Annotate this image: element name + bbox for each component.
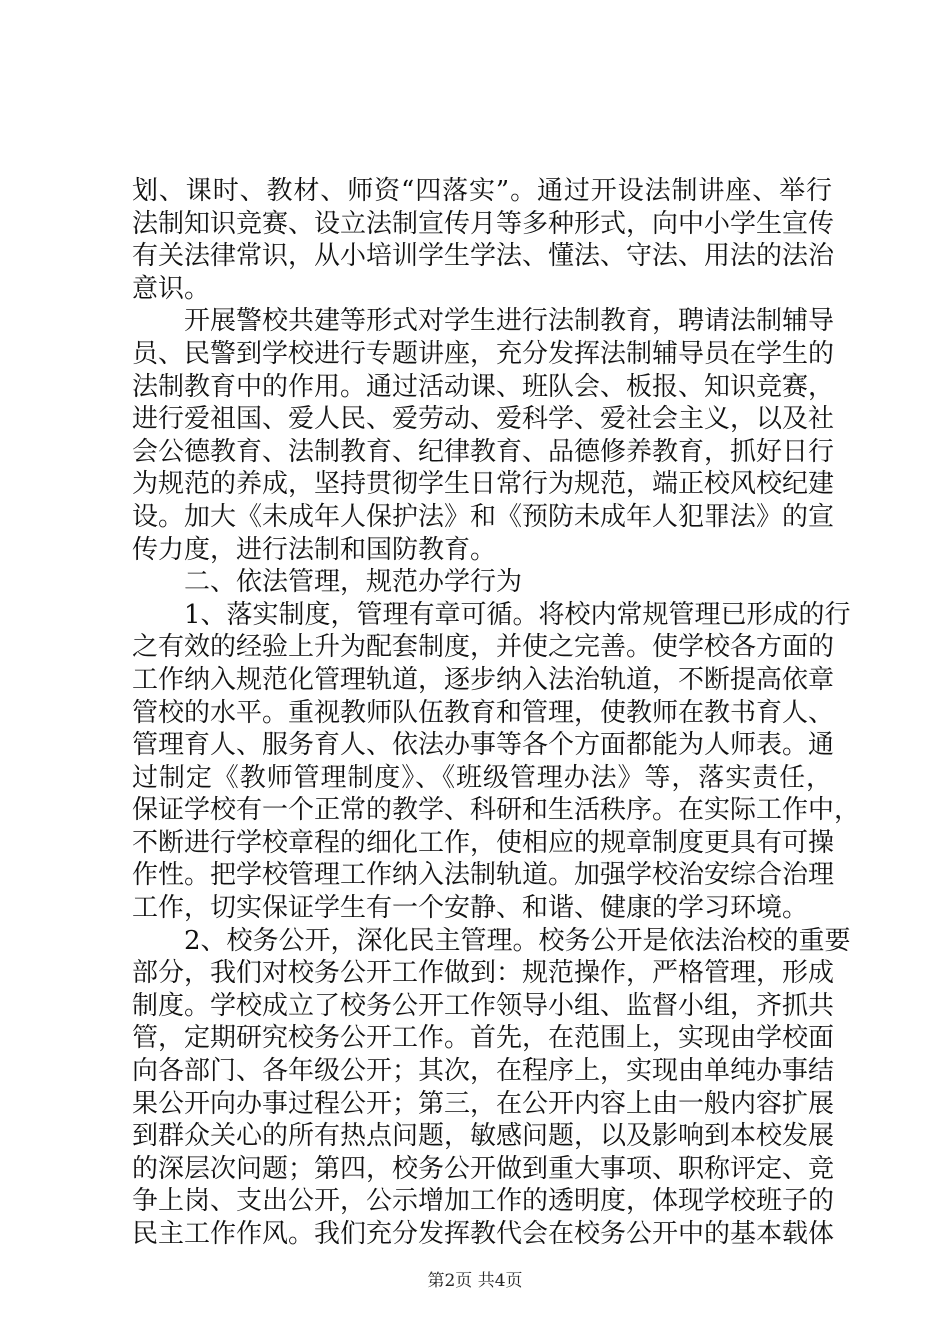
text-line: 民主工作作风。我们充分发挥教代会在校务公开中的基本载体 [132, 1219, 835, 1249]
text-line: 向各部门、各年级公开；其次，在程序上，实现由单纯办事结 [132, 1056, 835, 1087]
text-line: 进行爱祖国、爱人民、爱劳动、爱科学、爱社会主义，以及社 [132, 404, 835, 435]
text-line: 法制知识竞赛、设立法制宣传月等多种形式，向中小学生宣传 [132, 208, 835, 239]
text-line: 不断进行学校章程的细化工作，使相应的规章制度更具有可操 [132, 827, 835, 858]
text-line: 果公开向办事过程公开；第三，在公开内容上由一般内容扩展 [132, 1088, 835, 1119]
text-line: 意识。 [132, 273, 211, 304]
text-line: 员、民警到学校进行专题讲座，充分发挥法制辅导员在学生的 [132, 338, 835, 369]
text-line: 之有效的经验上升为配套制度，并使之完善。使学校各方面的 [132, 632, 835, 663]
text-line: 到群众关心的所有热点问题，敏感问题，以及影响到本校发展 [132, 1121, 835, 1152]
text-line: 法制教育中的作用。通过活动课、班队会、板报、知识竞赛， [132, 371, 835, 402]
text-line: 会公德教育、法制教育、纪律教育、品德修养教育，抓好日行 [132, 436, 835, 467]
text-line: 作性。把学校管理工作纳入法制轨道。加强学校治安综合治理 [132, 860, 835, 891]
text-line: 管校的水平。重视教师队伍教育和管理，使教师在教书育人、 [132, 697, 835, 728]
text-line: 过制定《教师管理制度》、《班级管理办法》等，落实责任， [132, 762, 832, 793]
text-line: 管，定期研究校务公开工作。首先，在范围上，实现由学校面 [132, 1023, 835, 1054]
text-line: 有关法律常识，从小培训学生学法、懂法、守法、用法的法治 [132, 241, 835, 272]
text-line: 二、依法管理，规范办学行为 [132, 567, 523, 598]
text-line: 保证学校有一个正常的教学、科研和生活秩序。在实际工作中， [132, 795, 861, 826]
text-line: 2、校务公开，深化民主管理。校务公开是依法治校的重要 [132, 925, 851, 956]
text-line: 部分，我们对校务公开工作做到：规范操作，严格管理，形成 [132, 958, 835, 989]
text-line: 管理育人、服务育人、依法办事等各个方面都能为人师表。通 [132, 730, 835, 761]
text-line: 传力度，进行法制和国防教育。 [132, 534, 497, 565]
text-line: 工作，切实保证学生有一个安静、和谐、健康的学习环境。 [132, 893, 809, 924]
document-body [132, 175, 861, 1251]
text-line: 1、落实制度，管理有章可循。将校内常规管理已形成的行 [132, 599, 851, 630]
text-line: 设。加大《未成年人保护法》和《预防未成年人犯罪法》的宣 [132, 501, 835, 532]
text-line: 开展警校共建等形式对学生进行法制教育，聘请法制辅导 [132, 306, 835, 337]
page-footer: 第2页 共4页 [427, 1271, 523, 1291]
text-line: 争上岗、支出公开，公示增加工作的透明度，体现学校班子的 [132, 1186, 835, 1217]
text-line: 制度。学校成立了校务公开工作领导小组、监督小组，齐抓共 [132, 990, 835, 1021]
text-line: 划、课时、教材、师资“四落实”。通过开设法制讲座、举行 [132, 176, 832, 206]
text-line: 的深层次问题；第四，校务公开做到重大事项、职称评定、竞 [132, 1153, 835, 1184]
text-line: 工作纳入规范化管理轨道，逐步纳入法治轨道，不断提高依章 [132, 664, 835, 695]
text-line: 为规范的养成，坚持贯彻学生日常行为规范，端正校风校纪建 [132, 469, 835, 500]
